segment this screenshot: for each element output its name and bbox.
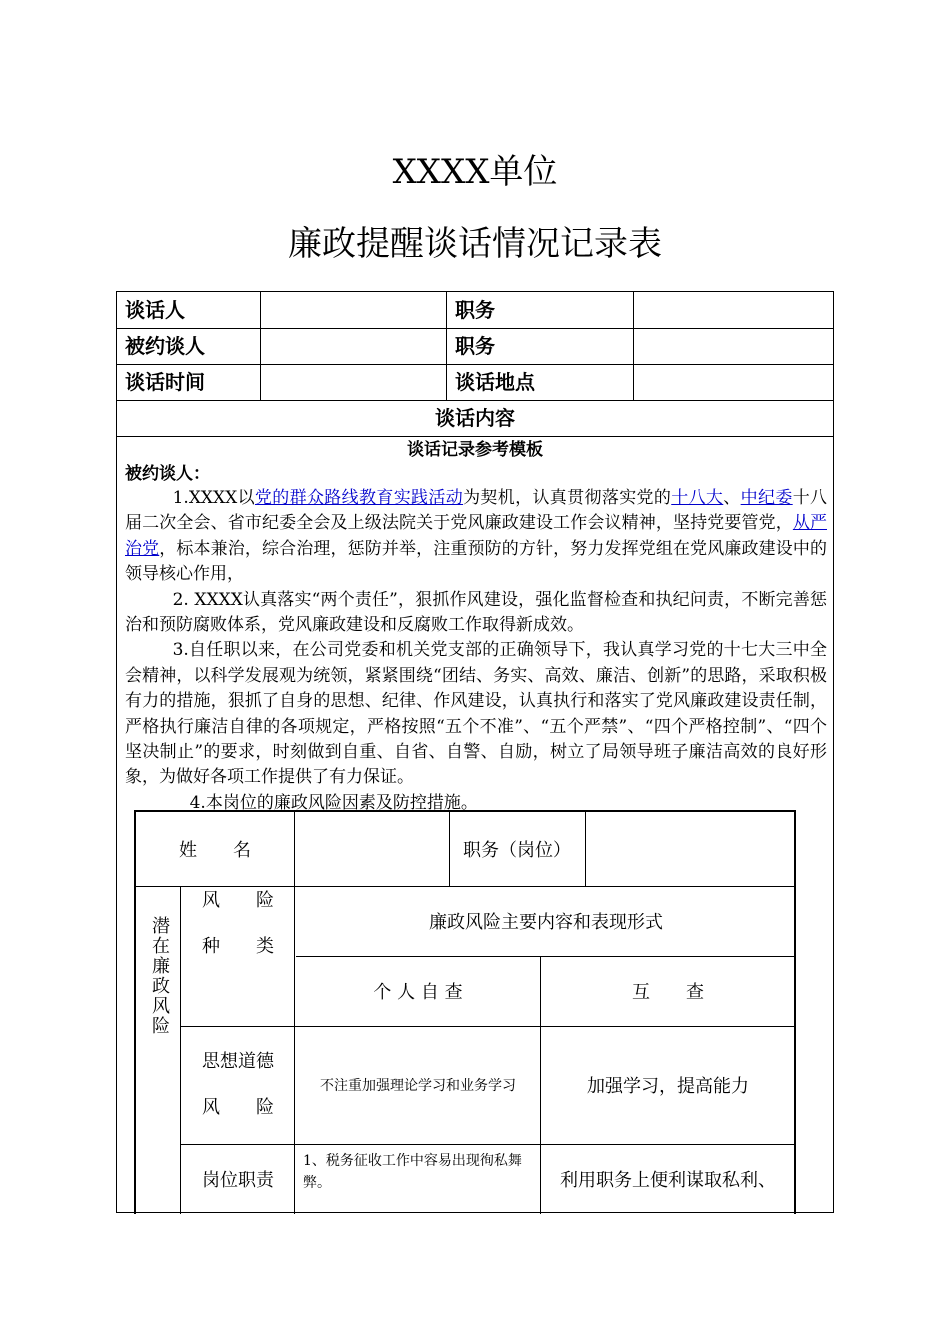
unit-title: XXXX单位 [392,152,558,192]
interviewee-label: 被约谈人 [125,334,205,358]
interview-record-body [125,486,827,816]
link-strict-party-governance[interactable]: 从严治党 [125,513,827,559]
name-value[interactable] [296,812,448,886]
risk-table [134,810,796,1214]
paragraph-2: 2. XXXX认真落实“两个责任”，狠抓作风建设，强化监督检查和执纪问责，不断完善惩治和预防腐败体系，党风廉政建设和反腐败工作取得新成效。 [125,589,827,636]
main-content-header: 廉政风险主要内容和表现形式 [429,912,663,933]
risk-type-moral: 思想道德 风 险 [202,1051,274,1118]
mutual-check-duty: 利用职务上便利谋取私利、 [560,1170,776,1191]
link-18th-congress[interactable]: 十八大 [671,488,724,508]
interviewee-position-label: 职务 [455,334,495,358]
mutual-check-header: 互 查 [632,982,704,1003]
risk-type-header: 风 险 种 类 [202,890,274,957]
self-check-header: 个 人 自 查 [373,982,463,1003]
paragraph-1: 1.XXXX以党的群众路线教育实践活动为契机，认真贯彻落实党的十八大、中纪委十八届二次全会、省市纪委全会及上级法院关于党风廉政建设工作会议精神，坚持党要管党，从严治党，标本兼治，综合治理，惩防并举，注重预防的方针，努力发挥党组在党风廉政建设中的领导核心作用， [125,488,828,585]
interviewer-position-label: 职务 [455,298,495,322]
paragraph-3: 3.自任职以来，在公司党委和机关党支部的正确领导下，我认真学习党的十七大三中全会精神，以科学发展观为统领，紧紧围绕“团结、务实、高效、廉洁、创新”的思路，采取积极有力的措施，狠抓了自身的思想、纪律、作风建设，认真执行和落实了党风廉政建设责任制，严格执行廉洁自律的各项规定，严格按照“五个不准”、“五个严禁”、“四个严格控制”、“四个坚决制止”的要求，时刻做到自重、自省、自警、自励，树立了局领导班子廉洁高效的良好形象，为做好各项工作提供了有力保证。 [125,640,827,788]
position-value[interactable] [586,812,794,886]
paragraph-4: 4.本岗位的廉政风险因素及防控措施。 [189,792,478,813]
self-check-moral: 不注重加强理论学习和业务学习 [320,1078,516,1094]
self-check-duty: 1、税务征收工作中容易出现徇私舞弊。 [303,1153,522,1191]
record-form [116,291,834,1213]
potential-risk-side-label: 潜在廉政风险 [149,916,170,1036]
risk-type-duty: 岗位职责 [202,1170,274,1191]
link-mass-line-campaign[interactable]: 党的群众路线教育实践活动 [254,488,464,508]
interviewee-section-label: 被约谈人： [125,464,210,484]
interview-location-label: 谈话地点 [455,370,535,394]
form-title: 廉政提醒谈话情况记录表 [288,224,662,264]
interviewer-label: 谈话人 [125,298,185,322]
template-heading: 谈话记录参考模板 [407,440,543,460]
mutual-check-moral: 加强学习，提高能力 [587,1076,749,1097]
link-ccdi[interactable]: 中纪委 [740,488,793,508]
name-label: 姓 名 [179,840,251,861]
interview-time-label: 谈话时间 [125,370,205,394]
position-label: 职务（岗位） [463,840,571,861]
content-heading: 谈话内容 [435,406,515,430]
